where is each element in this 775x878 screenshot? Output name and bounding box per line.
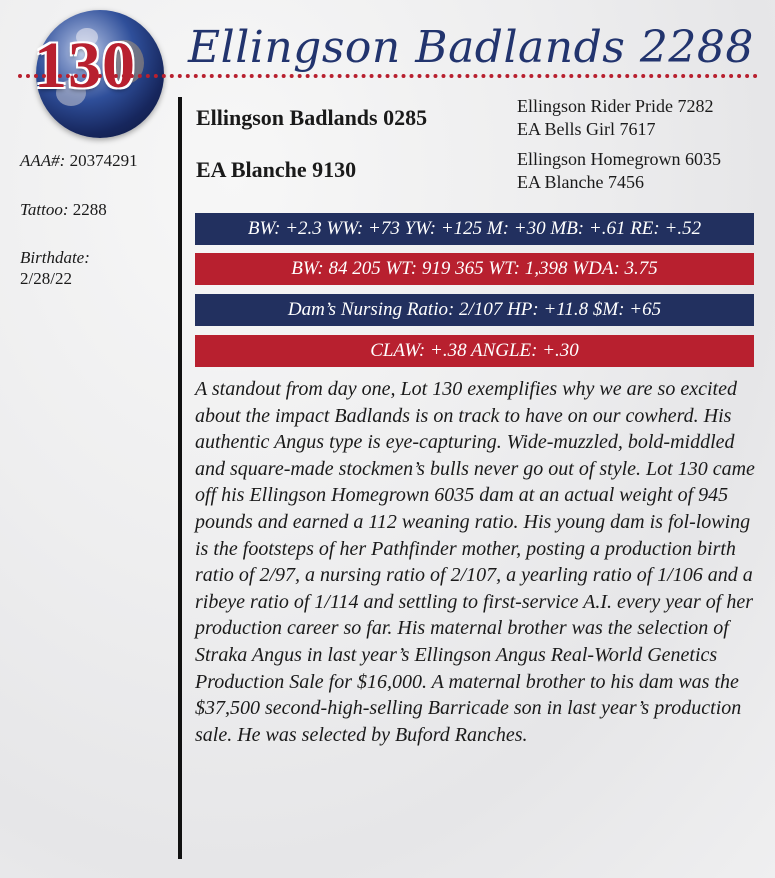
sire-name: Ellingson Badlands 0285 — [196, 105, 428, 130]
birthdate: Birthdate: 2/28/22 — [20, 248, 90, 288]
aaa-number: AAA#: 20374291 — [20, 151, 138, 170]
dam-name: EA Blanche 9130 — [196, 157, 357, 182]
claw-angle-bar: CLAW: +.38 ANGLE: +.30 — [195, 335, 754, 367]
dam-sire: Ellingson Homegrown 6035 — [517, 149, 721, 169]
dotted-divider — [18, 74, 758, 78]
lot-description: A standout from day one, Lot 130 exemplifies why we are so excited about the impact Badlands is on track to have on our cowherd. His authentic Angus type is eye-capturing. Wide-muzzled, bold-middled and square-made stockmen’s bulls never go out of style. Lot 130 came off his Ellingson Homegrown 6035 dam at an actual weight of 945 pounds and earned a 112 weaning ratio. His young dam is fol-lowing is the footsteps of her Pathfinder mother, posting a production birth ratio of 2/97, a nursing ratio of 2/107, a yearling ratio of 1/106 and a ribeye ratio of 1/114 and settling to first-service A.I. every year of her production career so far. His maternal brother was the selection of Straka Angus in last year’s Ellingson Angus Real-World Genetics Production Sale for $16,000. A maternal brother to his dam was the $37,500 second-high-selling Barricade son in last year’s production sale. He was selected by Buford Ranches. — [195, 378, 755, 746]
dam-dam: EA Blanche 7456 — [517, 172, 644, 192]
vertical-divider — [178, 97, 182, 859]
sire-pedigree — [517, 95, 714, 141]
epd-bar: BW: +2.3 WW: +73 YW: +125 M: +30 MB: +.61 RE: +.52 — [195, 213, 754, 245]
dam-pedigree — [517, 148, 721, 194]
weights-bar: BW: 84 205 WT: 919 365 WT: 1,398 WDA: 3.75 — [195, 253, 754, 285]
sire-dam: EA Bells Girl 7617 — [517, 119, 656, 139]
tattoo: Tattoo: 2288 — [20, 200, 107, 219]
sire-sire: Ellingson Rider Pride 7282 — [517, 96, 714, 116]
ratio-bar: Dam’s Nursing Ratio: 2/107 HP: +11.8 $M: +65 — [195, 294, 754, 326]
lot-number: 130 — [34, 29, 136, 102]
lot-title: Ellingson Badlands 2288 — [188, 22, 754, 73]
